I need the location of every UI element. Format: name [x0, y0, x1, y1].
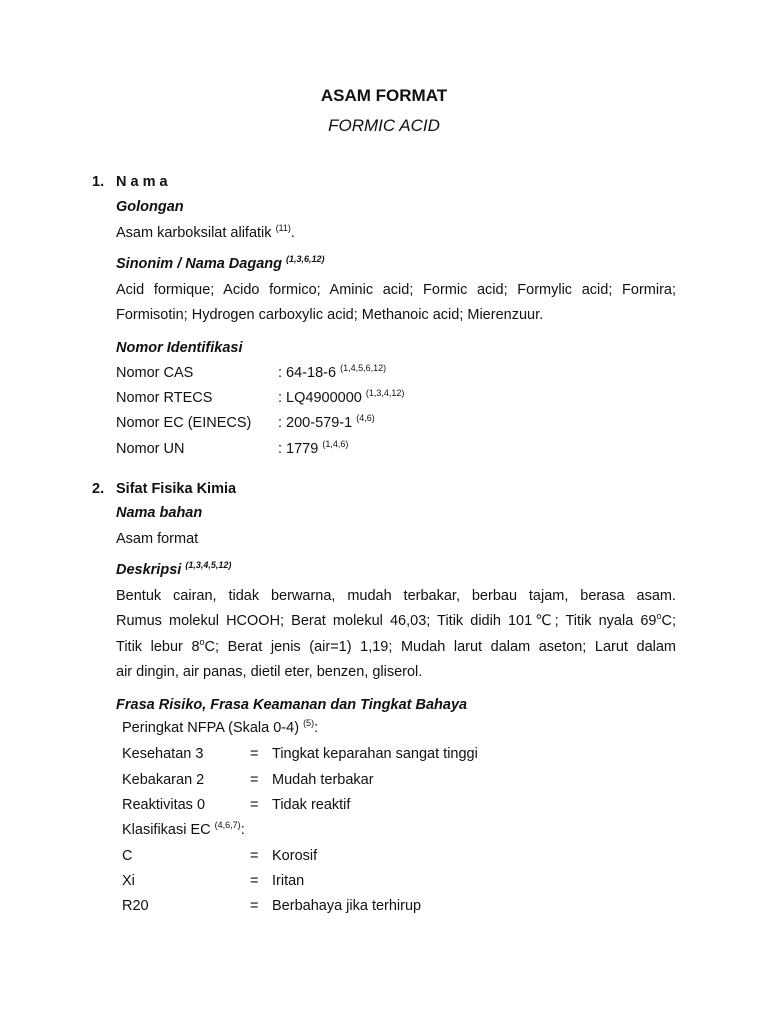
document-title: ASAM FORMAT: [320, 86, 448, 105]
hazard-row: R20 = Berbahaya jika terhirup: [122, 898, 422, 914]
document-subtitle: FORMIC ACID: [328, 116, 440, 135]
id-row-cas: Nomor CAS : 64-18-6 $^{(1,4,5,6,12)}$: [116, 363, 387, 381]
frasa-label: Frasa Risiko, Frasa Keamanan dan Tingkat Bahaya: [116, 697, 468, 713]
reference: (1,4,5,6,12): [340, 363, 387, 373]
golongan-label: Golongan: [116, 199, 184, 215]
hazard-row: Reaktivitas 0 = Tidak reaktif: [122, 797, 351, 813]
id-row-ec: Nomor EC (EINECS) : 200-579-1 $^{(4,6)}$: [116, 413, 375, 431]
section-title: N a m a: [116, 174, 168, 190]
reference: (4,6): [356, 413, 375, 423]
section-title: Sifat Fisika Kimia: [116, 481, 237, 497]
nfpa-label: Peringkat NFPA (Skala 0-4) $^{(5)}$:: [122, 718, 319, 736]
nomor-identifikasi-label: Nomor Identifikasi: [116, 340, 243, 356]
sinonim-label: Sinonim / Nama Dagang $^{(1,3,6,12)}$: [116, 254, 325, 272]
deskripsi-line-1: Bentuk cairan, tidak berwarna, mudah terbakar, berbau tajam, berasa asam.: [116, 588, 676, 604]
section-2-heading: [92, 481, 236, 497]
reference: (1,3,6,12): [286, 254, 325, 264]
reference: (1,3,4,5,12): [185, 560, 232, 570]
deskripsi-line-2: Rumus molekul HCOOH; Berat molekul 46,03; Titik didih 101℃; Titik nyala 69$^o$C;: [116, 611, 676, 629]
sinonim-line-2: Formisotin; Hydrogen carboxylic acid; Methanoic acid; Mierenzuur.: [116, 307, 544, 323]
ec-classification-label: Klasifikasi EC $^{(4,6,7)}$:: [122, 820, 245, 838]
reference: (1,3,4,12): [365, 388, 405, 398]
id-row-rtecs: Nomor RTECS : LQ4900000 $^{(1,3,4,12)}$: [116, 388, 405, 406]
hazard-row: C = Korosif: [122, 848, 318, 864]
section-number: 1.: [92, 174, 105, 190]
hazard-row: Kesehatan 3 = Tingkat keparahan sangat tinggi: [122, 746, 478, 762]
id-row-un: Nomor UN : 1779 $^{(1,4,6)}$: [116, 439, 349, 457]
reference: (4,6,7): [214, 820, 241, 830]
deskripsi-line-3: Titik lebur 8$^o$C; Berat jenis (air=1) 1,19; Mudah larut dalam aseton; Larut dalam: [116, 637, 676, 655]
reference: (1,4,6): [322, 439, 349, 449]
golongan-value: Asam karboksilat alifatik $^{(11)}$.: [116, 223, 295, 241]
deskripsi-label: Deskripsi $^{(1,3,4,5,12)}$: [116, 560, 232, 578]
nama-bahan-label: Nama bahan: [116, 505, 203, 521]
hazard-row: Xi = Iritan: [122, 873, 305, 889]
sinonim-line-1: Acid formique; Acido formico; Aminic acid; Formic acid; Formylic acid; Formira;: [116, 282, 676, 298]
section-number: 2.: [92, 481, 105, 497]
hazard-row: Kebakaran 2 = Mudah terbakar: [122, 772, 374, 788]
deskripsi-line-4: air dingin, air panas, dietil eter, benzen, gliserol.: [116, 664, 423, 680]
nama-bahan-value: Asam format: [116, 531, 199, 547]
reference: (5): [303, 718, 315, 728]
reference: (11): [275, 223, 291, 233]
section-1-heading: [92, 174, 168, 190]
